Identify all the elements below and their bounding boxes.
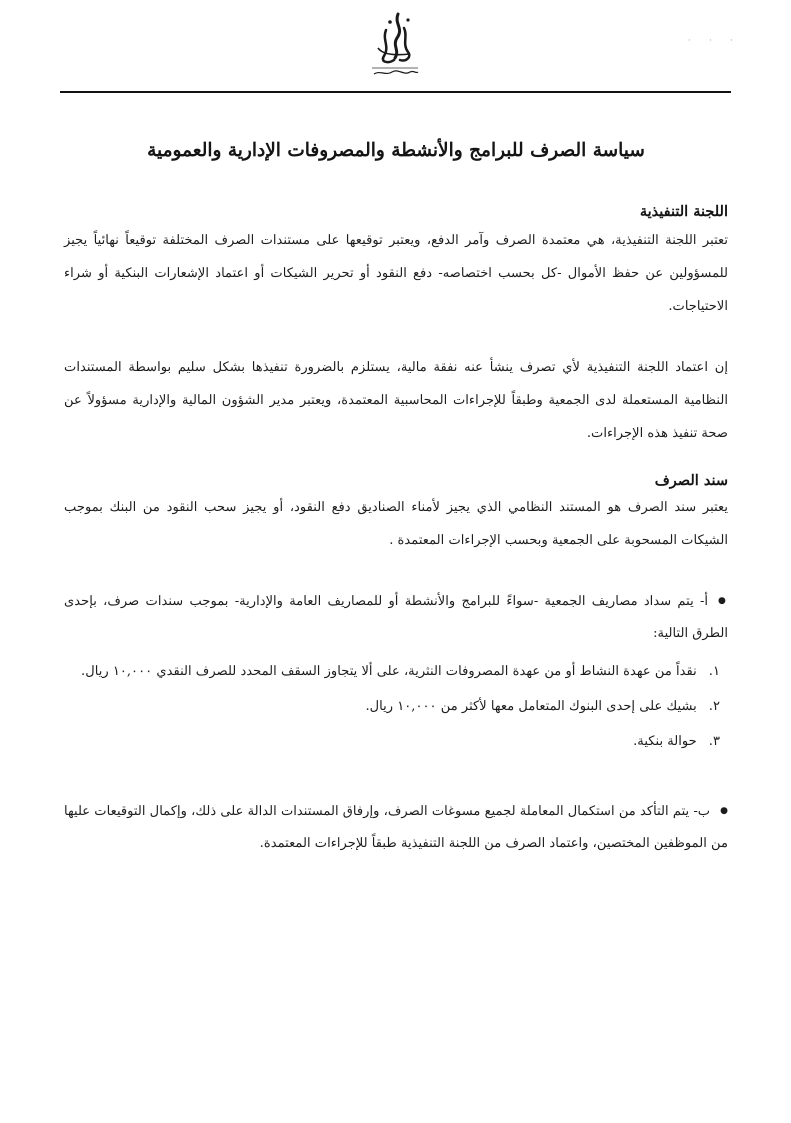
section-disbursement-voucher <box>64 472 728 860</box>
paragraph: إن اعتماد اللجنة التنفيذية لأي تصرف ينشأ عنه نفقة مالية، يستلزم بالضرورة تنفيذها بشكل سليم بواسطة المستندات النظامية المستعملة لدى الجمعية وطبقاً للإجراءات المحاسبية المعتمدة، ويعتبر مدير الشؤون المالية والإدارية مسؤولاً عن صحة تنفيذ هذه الإجراءات. <box>64 360 728 441</box>
bullet-text: أ- يتم سداد مصاريف الجمعية -سواءً للبرامج والأنشطة أو للمصاريف العامة والإدارية- بموجب سندات صرف، بإحدى الطرق التالية: <box>64 594 728 641</box>
list-number: ٣. <box>708 734 720 749</box>
list-item <box>64 726 720 757</box>
list-text: نقداً من عهدة النشاط أو من عهدة المصروفات النثرية، على ألا يتجاوز السقف المحدد للصرف النقدي ١٠,٠٠٠ ريال. <box>81 664 697 679</box>
header-divider <box>60 91 731 93</box>
list-number: ٢. <box>708 699 720 714</box>
list-item <box>64 656 720 687</box>
paragraph: يعتبر سند الصرف هو المستند النظامي الذي يجيز لأمناء الصناديق دفع النقود، أو يجيز سحب النقود من البنك بموجب الشيكات المسحوبة على الجمعية وبحسب الإجراءات المعتمدة . <box>64 500 728 548</box>
bullet-icon: ● <box>720 806 728 816</box>
payment-methods-list <box>64 656 728 757</box>
list-item <box>64 691 720 722</box>
document-body <box>64 140 728 860</box>
section-heading: سند الصرف <box>654 472 728 489</box>
list-text: حوالة بنكية. <box>633 734 697 749</box>
list-number: ١. <box>708 664 720 679</box>
list-text: بشيك على إحدى البنوك المتعامل معها لأكثر من ١٠,٠٠٠ ريال. <box>365 699 697 714</box>
bullet-icon: ● <box>718 596 728 606</box>
section-executive-committee <box>64 203 728 450</box>
calligraphy-logo-icon <box>364 10 426 82</box>
bullet-text: ب- يتم التأكد من استكمال المعاملة لجميع مسوغات الصرف، وإرفاق المستندات الدالة على ذلك، وإكمال التوقيعات عليها من الموظفين المختصين، واعتماد الصرف من اللجنة التنفيذية طبقاً للإجراءات المعتمدة. <box>64 804 728 851</box>
page-title: سياسة الصرف للبرامج والأنشطة والمصروفات الإدارية والعمومية <box>147 140 645 161</box>
scan-specks: · · · <box>688 36 741 45</box>
section-heading: اللجنة التنفيذية <box>639 203 728 220</box>
paragraph: تعتبر اللجنة التنفيذية، هي معتمدة الصرف وآمر الدفع، ويعتبر توقيعها على مستندات الصرف المختلفة توقيعاً نهائياً يجيز للمسؤولين عن حفظ الأموال -كل بحسب اختصاصه- دفع النقود أو تحرير الشيكات أو اعتماد الإشعارات البنكية أو شراء الاحتياجات. <box>64 233 728 314</box>
bullet-item-b <box>64 795 728 860</box>
bullet-item-a <box>64 585 728 650</box>
